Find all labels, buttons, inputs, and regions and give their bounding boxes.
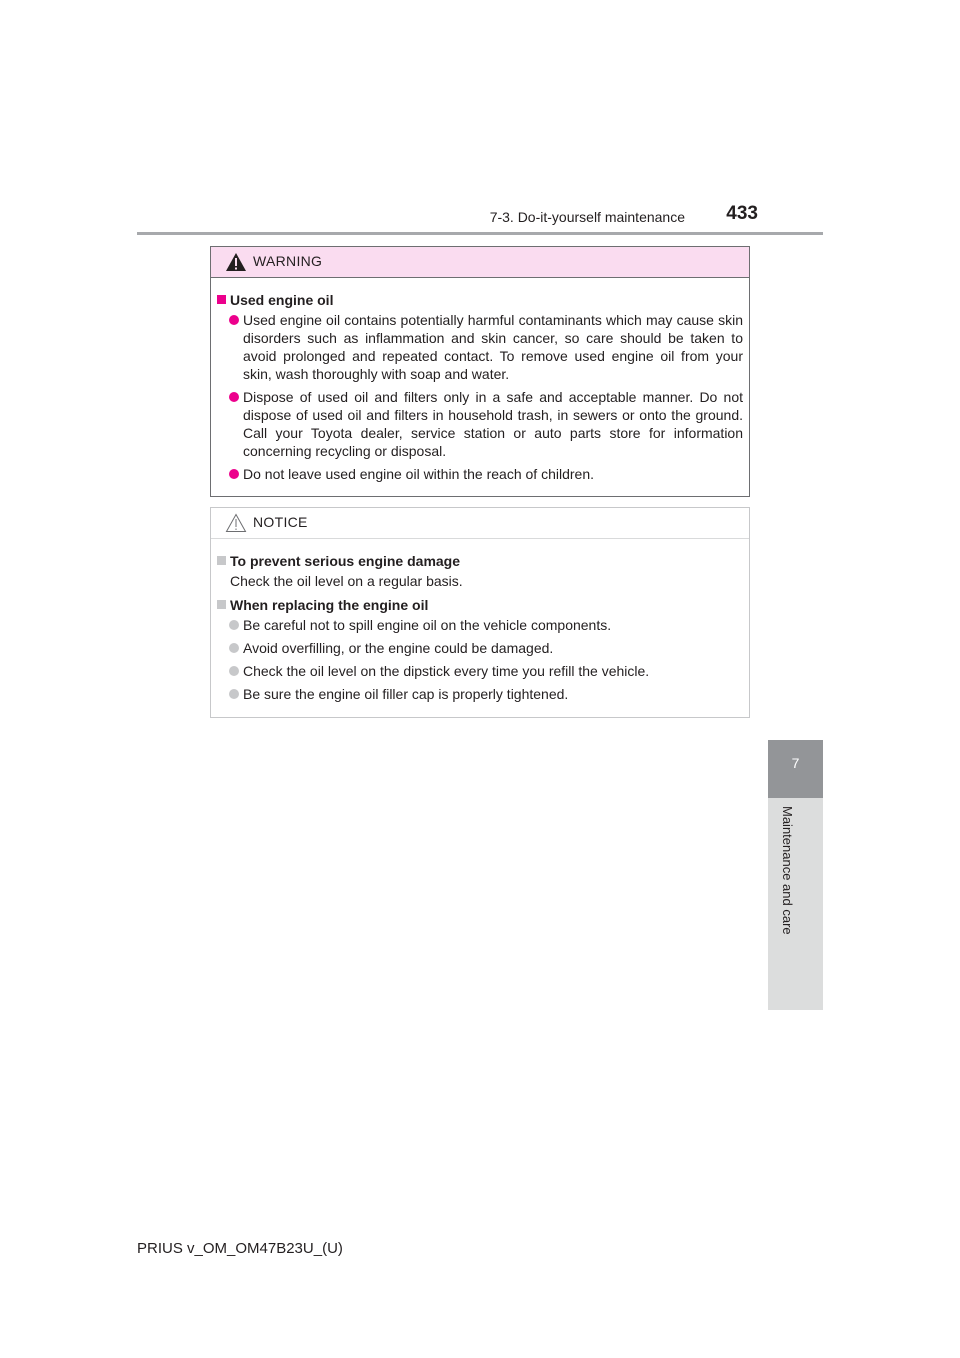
page-number: 433: [726, 203, 758, 224]
notice-item-text: Check the oil level on a regular basis.: [230, 573, 463, 589]
warning-body: [211, 278, 749, 483]
list-item: Avoid overfilling, or the engine could be damaged.: [229, 639, 743, 657]
list-item: Be careful not to spill engine oil on the vehicle components.: [229, 616, 743, 634]
page-header: [137, 200, 823, 236]
list-item: Used engine oil contains potentially harmful contaminants which may cause skin disorders such as inflammation and skin cancer, so care should be taken to avoid prolonged and repeated contact. To remove used engine oil from your skin, wash thoroughly with soap and water.: [229, 311, 743, 383]
warning-item-title: [217, 291, 743, 309]
warning-label: WARNING: [253, 253, 323, 269]
header-rule: [137, 232, 823, 235]
circle-bullet-icon: [229, 666, 239, 676]
circle-bullet-icon: [229, 469, 239, 479]
warning-box: [210, 246, 750, 497]
chapter-label: Maintenance and care: [780, 806, 795, 935]
circle-bullet-icon: [229, 620, 239, 630]
caution-triangle-outline-icon: [225, 513, 247, 533]
notice-label: NOTICE: [253, 514, 308, 530]
notice-list: [217, 616, 743, 703]
list-item: Check the oil level on the dipstick every time you refill the vehicle.: [229, 662, 743, 680]
circle-bullet-icon: [229, 689, 239, 699]
footer-doc-code: PRIUS v_OM_OM47B23U_(U): [137, 1240, 343, 1257]
warning-triangle-icon: [225, 252, 247, 272]
notice-item-title: When replacing the engine oil: [217, 596, 743, 614]
notice-item-title: To prevent serious engine damage: [217, 552, 743, 570]
warning-title-text: Used engine oil: [230, 292, 334, 308]
square-bullet-icon: [217, 295, 226, 304]
chapter-side-tab: [768, 798, 823, 1010]
list-item: Do not leave used engine oil within the reach of children.: [229, 465, 743, 483]
square-bullet-icon: [217, 556, 226, 565]
chapter-tab: [768, 740, 823, 798]
notice-header: [211, 508, 749, 539]
circle-bullet-icon: [229, 392, 239, 402]
notice-body: [211, 539, 749, 703]
list-item: Dispose of used oil and filters only in a safe and acceptable manner. Do not dispose of used oil and filters in household trash, in sewers or onto the ground. Call your Toyota dealer, service station or auto parts store for information concerning recycling or disposal.: [229, 388, 743, 460]
warning-header: [211, 247, 749, 278]
circle-bullet-icon: [229, 643, 239, 653]
section-title: 7-3. Do-it-yourself maintenance: [489, 209, 685, 225]
notice-box: [210, 507, 750, 718]
square-bullet-icon: [217, 600, 226, 609]
circle-bullet-icon: [229, 315, 239, 325]
list-item: Be sure the engine oil filler cap is properly tightened.: [229, 685, 743, 703]
chapter-number: 7: [791, 755, 800, 771]
warning-list: [217, 311, 743, 483]
